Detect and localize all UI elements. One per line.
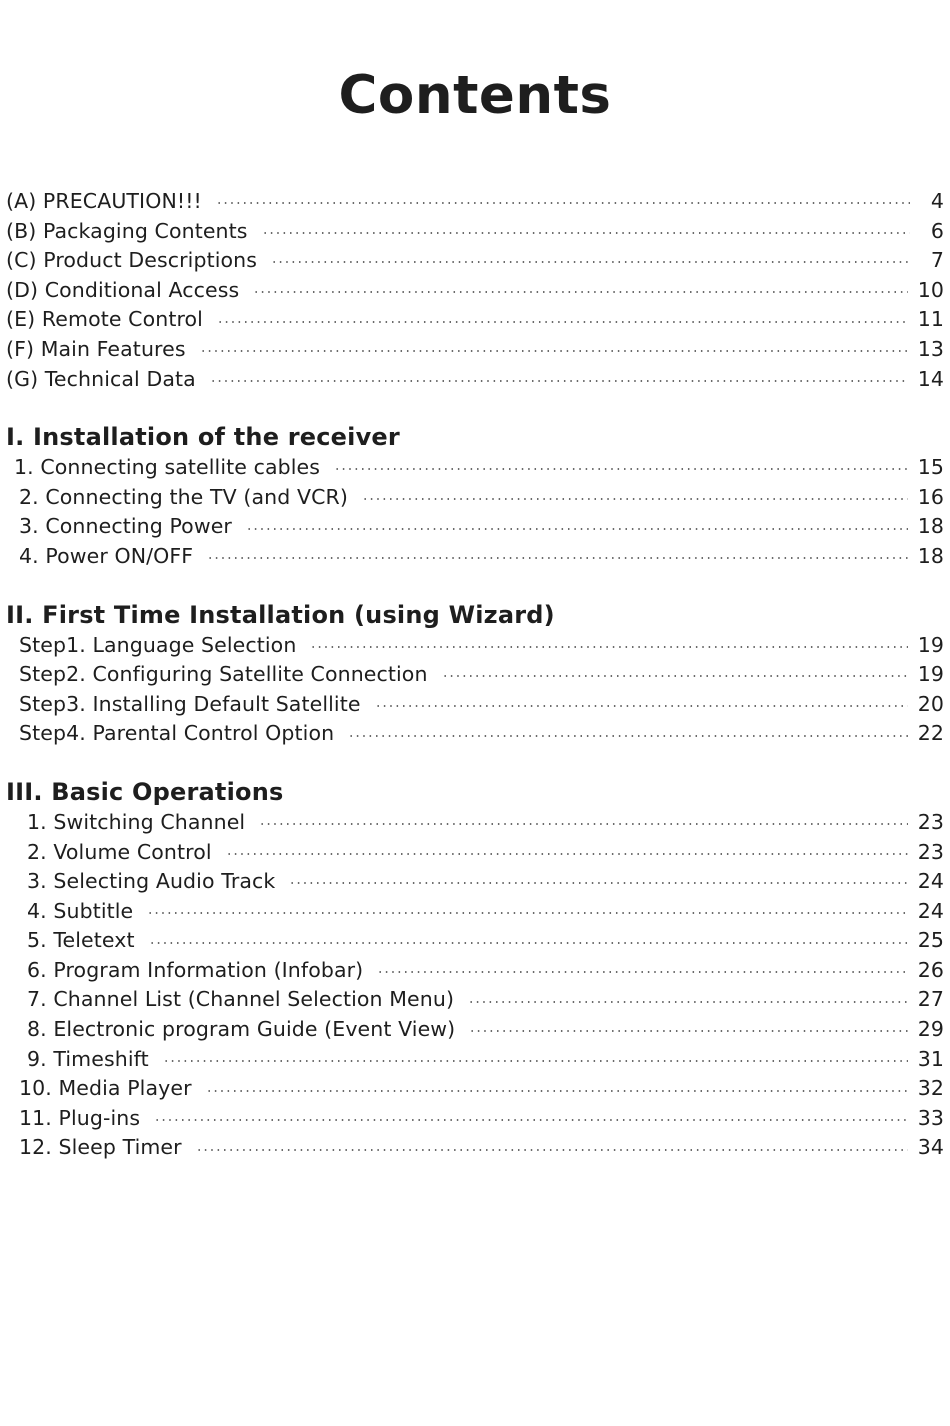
section-heading[interactable]: III. Basic Operations xyxy=(6,777,284,806)
toc-entry-page-number: 19 xyxy=(917,662,944,687)
toc-entry-title: 1. Switching Channel xyxy=(27,809,246,834)
dot-leader xyxy=(271,261,910,263)
toc-entry[interactable] xyxy=(6,926,944,956)
section-heading[interactable]: I. Installation of the receiver xyxy=(6,423,400,452)
toc-entry-title: Step3. Installing Default Satellite xyxy=(19,691,361,716)
dot-leader xyxy=(310,646,907,648)
toc-entry[interactable] xyxy=(6,1015,944,1045)
toc-entry-title: 2. Connecting the TV (and VCR) xyxy=(19,484,348,509)
toc-entry-title: Step2. Configuring Satellite Connection xyxy=(19,662,428,687)
toc-entry[interactable] xyxy=(6,1133,944,1163)
toc-entry-page-number: 18 xyxy=(917,543,944,568)
dot-leader xyxy=(154,1119,908,1121)
toc-entry-title: 1. Connecting satellite cables xyxy=(14,455,321,480)
dot-leader xyxy=(246,528,908,530)
toc-entry-title: (G) Technical Data xyxy=(6,366,196,391)
toc-entry-page-number: 16 xyxy=(917,484,944,509)
toc-entry[interactable] xyxy=(6,897,944,927)
toc-entry-page-number: 23 xyxy=(917,839,944,864)
dot-leader xyxy=(259,823,907,825)
toc-entry-title: (C) Product Descriptions xyxy=(6,248,258,273)
toc-entry-title: 3. Connecting Power xyxy=(19,514,232,539)
toc-entry-page-number: 27 xyxy=(917,987,944,1012)
toc-entry-title: 6. Program Information (Infobar) xyxy=(27,957,364,982)
toc-entry[interactable] xyxy=(6,305,944,335)
toc-entry-title: (F) Main Features xyxy=(6,336,186,361)
toc-entry[interactable] xyxy=(6,276,944,306)
toc-entry-page-number: 15 xyxy=(917,455,944,480)
toc-entry-page-number: 29 xyxy=(917,1017,944,1042)
toc-entry[interactable] xyxy=(6,187,944,217)
toc-entry[interactable] xyxy=(6,542,944,572)
toc-section-installation xyxy=(6,422,944,571)
toc-entry-title: Step4. Parental Control Option xyxy=(19,721,335,746)
dot-leader xyxy=(196,1149,908,1151)
toc-entry[interactable] xyxy=(6,1104,944,1134)
dot-leader xyxy=(289,882,907,884)
dot-leader xyxy=(377,971,907,973)
toc-entry-page-number: 4 xyxy=(930,189,944,213)
section-heading[interactable]: II. First Time Installation (using Wizard) xyxy=(6,600,555,629)
toc-entry-title: (A) PRECAUTION!!! xyxy=(6,189,202,213)
toc-entry-title: 4. Power ON/OFF xyxy=(19,543,194,568)
table-of-contents xyxy=(6,187,944,1163)
toc-entry[interactable] xyxy=(6,246,944,276)
toc-entry-title: 7. Channel List (Channel Selection Menu) xyxy=(27,987,455,1012)
toc-entry[interactable] xyxy=(6,838,944,868)
toc-entry-title: 5. Teletext xyxy=(27,928,135,953)
toc-entry-title: Step1. Language Selection xyxy=(19,632,297,657)
toc-entry-title: 2. Volume Control xyxy=(27,839,212,864)
toc-entry[interactable] xyxy=(6,956,944,986)
toc-entry-title: 3. Selecting Audio Track xyxy=(27,869,276,894)
dot-leader xyxy=(163,1060,908,1062)
dot-leader xyxy=(362,498,908,500)
toc-entry-page-number: 10 xyxy=(917,277,944,302)
toc-entry-page-number: 14 xyxy=(917,366,944,391)
dot-leader xyxy=(200,350,908,352)
toc-entry-title: (E) Remote Control xyxy=(6,307,203,332)
toc-entry-page-number: 24 xyxy=(917,898,944,923)
toc-preface-list xyxy=(6,187,944,394)
dot-leader xyxy=(253,291,907,293)
dot-leader xyxy=(468,1001,908,1003)
toc-entry-title: 8. Electronic program Guide (Event View) xyxy=(27,1017,456,1042)
toc-entry-page-number: 6 xyxy=(930,218,944,243)
dot-leader xyxy=(226,853,908,855)
toc-entry[interactable] xyxy=(6,453,944,483)
toc-entry-page-number: 31 xyxy=(917,1046,944,1071)
toc-entry[interactable] xyxy=(6,1074,944,1104)
toc-entry[interactable] xyxy=(6,660,944,690)
dot-leader xyxy=(334,468,908,470)
toc-entry[interactable] xyxy=(6,631,944,661)
toc-entry-page-number: 34 xyxy=(917,1135,944,1160)
toc-entry-page-number: 26 xyxy=(917,957,944,982)
toc-entry[interactable] xyxy=(6,335,944,365)
toc-entry[interactable] xyxy=(6,985,944,1015)
toc-entry-page-number: 7 xyxy=(930,248,944,273)
toc-entry-title: (D) Conditional Access xyxy=(6,277,240,302)
toc-entry-page-number: 22 xyxy=(917,721,944,746)
toc-entry-page-number: 23 xyxy=(917,809,944,834)
toc-entry-title: (B) Packaging Contents xyxy=(6,218,248,243)
toc-entry-title: 4. Subtitle xyxy=(27,898,134,923)
toc-entry-page-number: 11 xyxy=(917,307,944,332)
dot-leader xyxy=(375,705,908,707)
dot-leader xyxy=(262,232,910,234)
toc-entry[interactable] xyxy=(6,1045,944,1075)
toc-section-first-time-installation xyxy=(6,600,944,749)
toc-entry-title: 10. Media Player xyxy=(19,1076,192,1101)
dot-leader xyxy=(216,202,910,204)
toc-entry[interactable] xyxy=(6,512,944,542)
toc-entry-page-number: 32 xyxy=(917,1076,944,1101)
toc-entry-title: 12. Sleep Timer xyxy=(19,1135,182,1160)
dot-leader xyxy=(217,321,908,323)
toc-entry-page-number: 24 xyxy=(917,869,944,894)
toc-entry[interactable] xyxy=(6,365,944,395)
dot-leader xyxy=(210,380,908,382)
page-title: Contents xyxy=(338,64,612,126)
dot-leader xyxy=(207,557,908,559)
toc-entry[interactable] xyxy=(6,867,944,897)
dot-leader xyxy=(147,912,907,914)
dot-leader xyxy=(149,942,908,944)
toc-entry-page-number: 13 xyxy=(917,336,944,361)
dot-leader xyxy=(348,735,908,737)
toc-entry-page-number: 18 xyxy=(917,514,944,539)
dot-leader xyxy=(206,1090,908,1092)
toc-entry-page-number: 19 xyxy=(917,632,944,657)
toc-entry-title: 11. Plug-ins xyxy=(19,1105,141,1130)
dot-leader xyxy=(469,1030,907,1032)
toc-entry[interactable] xyxy=(6,690,944,720)
toc-entry-title: 9. Timeshift xyxy=(27,1046,149,1071)
dot-leader xyxy=(442,675,908,677)
toc-entry-page-number: 25 xyxy=(917,928,944,953)
toc-section-basic-operations xyxy=(6,777,944,1163)
toc-entry-page-number: 33 xyxy=(917,1105,944,1130)
toc-entry[interactable] xyxy=(6,217,944,247)
toc-entry[interactable] xyxy=(6,719,944,749)
toc-entry-page-number: 20 xyxy=(917,691,944,716)
toc-entry[interactable] xyxy=(6,808,944,838)
toc-entry[interactable] xyxy=(6,483,944,513)
